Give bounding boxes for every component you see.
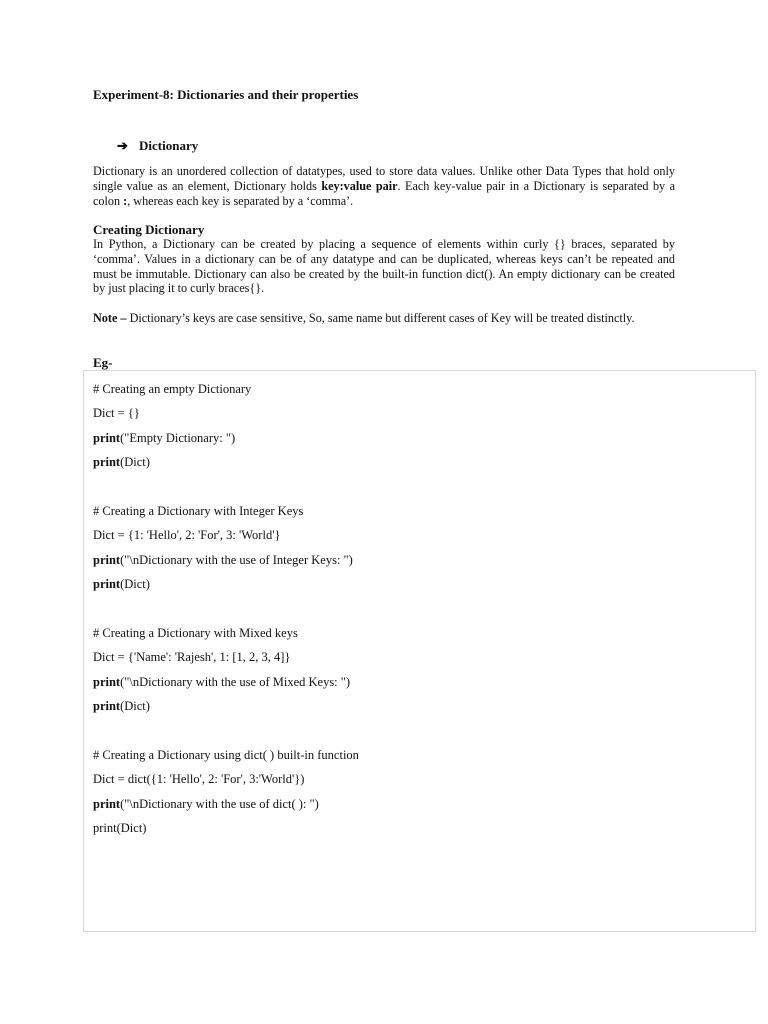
code-text: (Dict)	[120, 699, 150, 713]
code-text: ("\nDictionary with the use of Integer Keys: ")	[120, 553, 353, 567]
code-text: ("\nDictionary with the use of Mixed Keys: ")	[120, 675, 351, 689]
intro-colon: :	[123, 193, 128, 208]
code-keyword: print	[93, 577, 121, 591]
code-keyword: print	[93, 797, 121, 811]
creating-paragraph: In Python, a Dictionary can be created by placing a sequence of elements within curly {} braces, separated by ‘comma’. Values in a dictionary can be of any datatype and can be duplicated, whereas keys can’t be repeated and must be immutable. Dictionary can also be created by the built-in function dict(). An empty dictionary can be created by just placing it to curly braces{}.	[93, 237, 675, 296]
code-line: # Creating a Dictionary with Mixed keys	[93, 626, 298, 640]
intro-text-2: . Each key-value pair in a Dictionary is separated by a colon	[93, 178, 675, 208]
section-heading	[117, 138, 198, 154]
code-line	[93, 797, 319, 812]
code-line: Dict = dict({1: 'Hello', 2: 'For', 3:'World'})	[93, 772, 305, 786]
code-line: # Creating a Dictionary with Integer Keys	[93, 504, 304, 518]
code-text: (Dict)	[120, 577, 150, 591]
code-keyword: print	[93, 455, 121, 469]
code-keyword: print	[93, 699, 121, 713]
note-text: Dictionary’s keys are case sensitive, So, same name but different cases of Key will be treated distinctly.	[126, 311, 635, 325]
intro-text-3: , whereas each key is separated by a ‘comma’.	[127, 193, 354, 208]
code-line: Dict = {'Name': 'Rajesh', 1: [1, 2, 3, 4]}	[93, 650, 291, 664]
code-line	[93, 431, 235, 446]
code-text: ("Empty Dictionary: ")	[120, 431, 236, 445]
code-keyword: print	[93, 675, 121, 689]
code-line	[93, 455, 150, 470]
note-label: Note –	[93, 311, 127, 325]
code-line: # Creating a Dictionary using dict( ) built-in function	[93, 748, 359, 762]
intro-text-1: Dictionary is an unordered collection of datatypes, used to store data values. Unlike other Data Types that hold only single value as an element, Dictionary holds	[93, 164, 675, 193]
example-label: Eg-	[93, 355, 113, 370]
intro-paragraph	[93, 164, 675, 208]
arrow-icon: ➔	[117, 138, 128, 153]
page-title: Experiment-8: Dictionaries and their properties	[93, 87, 359, 102]
code-text: (Dict)	[120, 455, 150, 469]
code-line: # Creating an empty Dictionary	[93, 382, 252, 396]
section-heading-label: Dictionary	[139, 138, 199, 153]
code-line	[93, 553, 353, 568]
code-keyword: print	[93, 431, 121, 445]
code-text: ("\nDictionary with the use of dict( ): ")	[120, 797, 319, 811]
code-line	[93, 675, 350, 690]
code-line: Dict = {}	[93, 406, 140, 420]
intro-bold-text: key:value pair	[321, 178, 398, 193]
code-line	[93, 699, 150, 714]
code-line: print(Dict)	[93, 821, 147, 835]
code-keyword: print	[93, 553, 121, 567]
note-paragraph	[93, 311, 675, 326]
code-line: Dict = {1: 'Hello', 2: 'For', 3: 'World'}	[93, 528, 281, 542]
code-line	[93, 577, 150, 592]
creating-heading: Creating Dictionary	[93, 222, 205, 237]
